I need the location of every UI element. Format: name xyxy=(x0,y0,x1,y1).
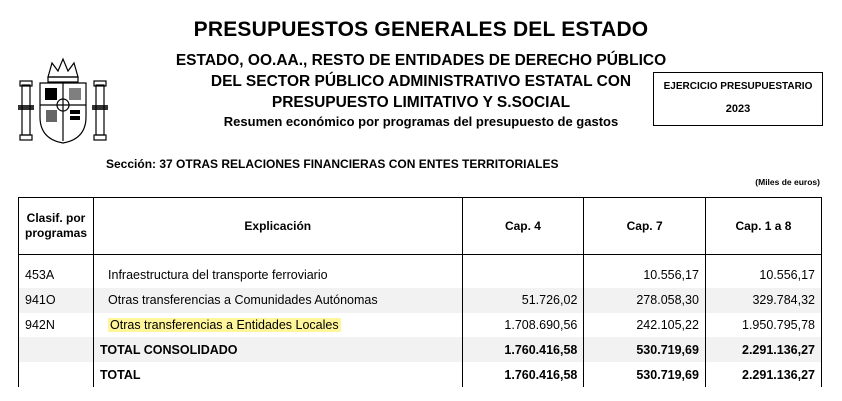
row-cap4: 51.726,02 xyxy=(462,288,584,313)
summary-title: Resumen económico por programas del presupuesto de gastos xyxy=(223,114,619,129)
col-header-clasif xyxy=(19,198,94,255)
fiscal-year-value: 2023 xyxy=(725,103,751,115)
row-code: 453A xyxy=(19,255,94,288)
total-label: TOTAL CONSOLIDADO xyxy=(94,337,463,362)
subtitle-line-3: PRESUPUESTO LIMITATIVO Y S.SOCIAL xyxy=(271,94,571,111)
total-row xyxy=(19,362,822,387)
total-consolidado-row xyxy=(19,337,822,362)
total-cap4: 1.760.416,58 xyxy=(462,362,584,387)
col-header-cap7: Cap. 7 xyxy=(584,198,706,255)
total-cap7: 530.719,69 xyxy=(584,337,706,362)
table-header-row xyxy=(19,198,822,255)
total-cap1-8: 2.291.136,27 xyxy=(705,337,821,362)
col-header-cap4: Cap. 4 xyxy=(462,198,584,255)
row-code xyxy=(19,362,94,387)
subtitle-line-1: ESTADO, OO.AA., RESTO DE ENTIDADES DE DERECHO PÚBLICO xyxy=(175,52,667,69)
fiscal-year-label: EJERCICIO PRESUPUESTARIO xyxy=(663,81,813,92)
subtitle-line-2: DEL SECTOR PÚBLICO ADMINISTRATIVO ESTATAL CON xyxy=(210,73,632,90)
col-header-explicacion: Explicación xyxy=(94,198,463,255)
row-code: 942N xyxy=(19,313,94,338)
budget-table xyxy=(18,197,822,387)
row-label: Infraestructura del transporte ferroviario xyxy=(94,255,463,288)
total-cap4: 1.760.416,58 xyxy=(462,337,584,362)
col-header-cap1-8: Cap. 1 a 8 xyxy=(705,198,821,255)
highlighted-text: Otras transferencias a Entidades Locales xyxy=(110,317,339,332)
section-heading: Sección: 37 OTRAS RELACIONES FINANCIERAS CON ENTES TERRITORIALES xyxy=(106,157,559,171)
row-cap4: 1.708.690,56 xyxy=(462,313,584,338)
row-cap7: 278.058,30 xyxy=(584,288,706,313)
table-row xyxy=(19,255,822,288)
row-label-highlighted xyxy=(94,313,463,338)
col-header-clasif-label: Clasif. por programas xyxy=(25,211,88,240)
total-label: TOTAL xyxy=(94,362,463,387)
row-cap4 xyxy=(462,255,584,288)
row-cap7: 242.105,22 xyxy=(584,313,706,338)
row-code xyxy=(19,337,94,362)
row-cap1-8: 1.950.795,78 xyxy=(705,313,821,338)
row-code: 941O xyxy=(19,288,94,313)
table-row xyxy=(19,288,822,313)
row-cap7: 10.556,17 xyxy=(584,255,706,288)
row-cap1-8: 10.556,17 xyxy=(705,255,821,288)
fiscal-year-box xyxy=(653,72,823,126)
row-label: Otras transferencias a Comunidades Autónomas xyxy=(94,288,463,313)
page-title: PRESUPUESTOS GENERALES DEL ESTADO xyxy=(193,18,649,41)
table-row xyxy=(19,313,822,338)
row-cap1-8: 329.784,32 xyxy=(705,288,821,313)
units-note: (Miles de euros) xyxy=(755,177,820,187)
total-cap7: 530.719,69 xyxy=(584,362,706,387)
total-cap1-8: 2.291.136,27 xyxy=(705,362,821,387)
